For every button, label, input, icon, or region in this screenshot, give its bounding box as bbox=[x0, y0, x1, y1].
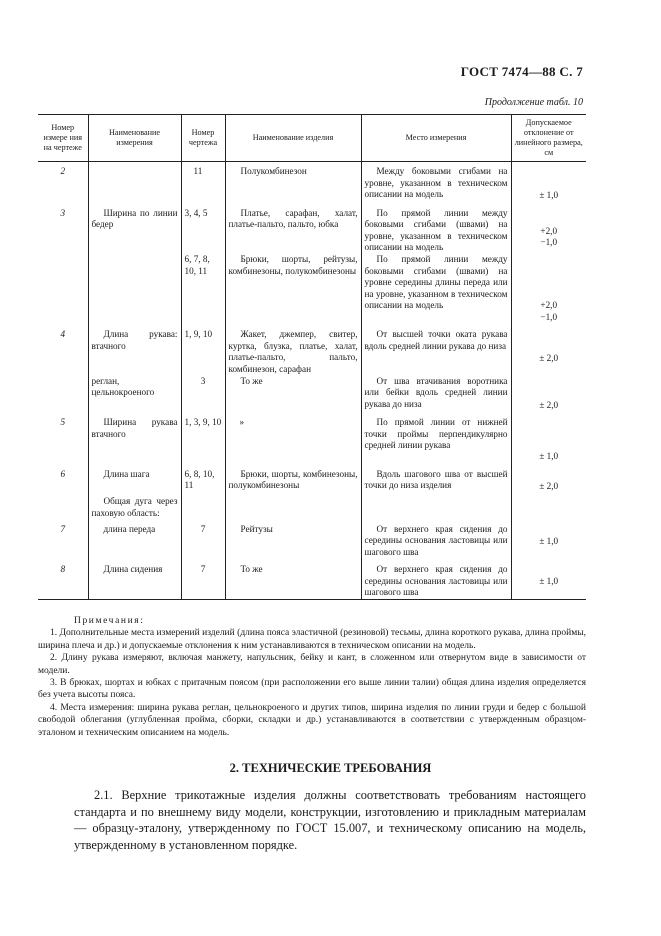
table-row bbox=[38, 492, 586, 519]
measure-place: Между боковыми сгибами на уровне, указанном в техническом описании на модель bbox=[361, 162, 511, 202]
note-item: 1. Дополнительные места измерений изделий (длина пояса эластичной (резиновой) тесьмы, длина короткого рукава, длина проймы, ширина плеча и др.) и допускаемые отклонения к ним устанавливаются в техническом описании на модель. bbox=[38, 628, 586, 651]
table-row bbox=[38, 463, 586, 493]
item-name: Брюки, шорты, комбинезоны, полукомбинезоны bbox=[225, 463, 361, 493]
measure-name bbox=[88, 162, 181, 202]
tolerance: ± 2,0 bbox=[511, 323, 586, 375]
measure-name: Длина шага bbox=[88, 463, 181, 493]
measure-place: По прямой линии между боковыми сгибами (швами) на уровне середины длины переда или на уровне, указанном в техническом описании на модель bbox=[361, 254, 511, 323]
measure-number: 3 bbox=[60, 207, 66, 218]
tolerance: ± 2,0 bbox=[511, 376, 586, 412]
notes-title: Примечания: bbox=[74, 616, 145, 626]
tolerance: ± 1,0 bbox=[511, 162, 586, 202]
table-row bbox=[38, 202, 586, 254]
measure-name: Ширина по линии бедер bbox=[88, 202, 181, 254]
item-name: Полукомбинезон bbox=[225, 162, 361, 202]
measure-number: 2 bbox=[60, 166, 66, 176]
measure-name bbox=[88, 254, 181, 323]
notes-block bbox=[38, 615, 586, 739]
item-name: Платье, сарафан, халат, платье-пальто, пальто, юбка bbox=[225, 202, 361, 254]
table-row bbox=[38, 162, 586, 202]
measurement-table bbox=[38, 114, 586, 600]
measure-place: Вдоль шагового шва от высшей точки до низа изделия bbox=[361, 463, 511, 493]
measure-name: Общая дуга через паховую область: bbox=[88, 492, 181, 519]
item-name: То же bbox=[225, 558, 361, 599]
item-name: » bbox=[225, 411, 361, 463]
note-item: 3. В брюках, шортах и юбках с притачным поясом (при расположении его выше линии талии) общая длина изделия определяется без учета высоты пояса. bbox=[38, 678, 586, 701]
column-header: Наименование изделия bbox=[225, 115, 361, 162]
measure-number bbox=[38, 492, 88, 519]
section-title: 2. ТЕХНИЧЕСКИЕ ТРЕБОВАНИЯ bbox=[229, 761, 432, 775]
column-header: Номер чертежа bbox=[181, 115, 225, 162]
body-paragraph: 2.1. Верхние трикотажные изделия должны соответствовать требованиям настоящего стандарта и по внешнему виду модели, конструкции, изготовлению и прикладным материалам — образцу-эталону, утвержденному по ГОСТ 15.007, и техническому описанию на модель, утвержденному в установленном порядке. bbox=[74, 788, 586, 852]
measure-number: 7 bbox=[60, 523, 66, 534]
measure-number: 6 bbox=[60, 468, 66, 479]
measure-place: По прямой линии от нижней точки проймы перпендикулярно средней линии рукава bbox=[361, 411, 511, 463]
table-row bbox=[38, 558, 586, 599]
drawing-number: 3, 4, 5 bbox=[181, 202, 225, 254]
measure-number bbox=[38, 376, 88, 412]
table-row bbox=[38, 411, 586, 463]
measure-number: 5 bbox=[60, 417, 66, 428]
measure-place: От верхнего края сидения до середины основания ластовицы или шагового шва bbox=[361, 558, 511, 599]
measure-place: От верхнего края сидения до середины основания ластовицы или шагового шва bbox=[361, 520, 511, 559]
item-name: Брюки, шорты, рейтузы, комбинезоны, полукомбинезоны bbox=[225, 254, 361, 323]
table-row bbox=[38, 376, 586, 412]
table-row bbox=[38, 323, 586, 375]
drawing-number: 7 bbox=[181, 520, 225, 559]
table-row bbox=[38, 254, 586, 323]
measure-name: Длина сидения bbox=[88, 558, 181, 599]
drawing-number: 7 bbox=[181, 558, 225, 599]
item-name: То же bbox=[225, 376, 361, 412]
item-name: Жакет, джемпер, свитер, куртка, блузка, платье, халат, платье-пальто, пальто, комбинезон, сарафан bbox=[225, 323, 361, 375]
drawing-number: 1, 9, 10 bbox=[181, 323, 225, 375]
item-name: Рейтузы bbox=[225, 520, 361, 559]
tolerance: ± 1,0 bbox=[511, 558, 586, 599]
measure-place: От шва втачивания воротника или бейки вдоль средней линии рукава до низа bbox=[361, 376, 511, 412]
drawing-number bbox=[181, 492, 225, 519]
column-header: Наименование измерения bbox=[88, 115, 181, 162]
item-name bbox=[225, 492, 361, 519]
measure-name: реглан, цельнокроеного bbox=[88, 376, 181, 412]
note-item: 4. Места измерения: ширина рукава реглан, цельнокроеного и других типов, ширина изделия по линии груди и бедер с большой свободой облегания (углубленная пройма, сборки, складки и др.) устанавливаются в соответствии с утвержденным образцом-эталоном и техническим описанием на модель. bbox=[38, 702, 586, 738]
page-header: ГОСТ 7474—88 С. 7 bbox=[460, 64, 583, 79]
tolerance: ± 2,0 bbox=[511, 463, 586, 493]
measure-name: Длина рукава: втачного bbox=[88, 323, 181, 375]
tolerance bbox=[511, 492, 586, 519]
measure-number bbox=[38, 254, 88, 323]
column-header: Место измерения bbox=[361, 115, 511, 162]
measure-place bbox=[361, 492, 511, 519]
measure-name: Ширина рукава втачного bbox=[88, 411, 181, 463]
table-continuation-label: Продолжение табл. 10 bbox=[484, 97, 583, 108]
drawing-number: 6, 7, 8, 10, 11 bbox=[181, 254, 225, 323]
table-row bbox=[38, 520, 586, 559]
measure-number: 4 bbox=[60, 329, 66, 340]
tolerance: +2,0 −1,0 bbox=[511, 254, 586, 323]
note-item: 2. Длину рукава измеряют, включая манжету, напульсник, бейку и кант, в сложенном или отвернутом виде в зависимости от модели. bbox=[38, 653, 586, 676]
drawing-number: 6, 8, 10, 11 bbox=[181, 463, 225, 493]
measure-name: длина переда bbox=[88, 520, 181, 559]
drawing-number: 3 bbox=[181, 376, 225, 412]
measure-place: По прямой линии между боковыми сгибами (швами) на уровне, указанном в техническом описании на модель bbox=[361, 202, 511, 254]
tolerance: +2,0 −1,0 bbox=[511, 202, 586, 254]
table-header-row bbox=[38, 115, 586, 162]
measure-number: 8 bbox=[38, 558, 88, 599]
column-header: Допускаемое отклонение от линейного размера, см bbox=[511, 115, 586, 162]
drawing-number: 11 bbox=[181, 162, 225, 202]
measure-place: От высшей точки оката рукава вдоль средней линии рукава до низа bbox=[361, 323, 511, 375]
drawing-number: 1, 3, 9, 10 bbox=[181, 411, 225, 463]
tolerance: ± 1,0 bbox=[511, 520, 586, 559]
tolerance: ± 1,0 bbox=[511, 411, 586, 463]
column-header: Номер измере ния на чертеже bbox=[38, 115, 88, 162]
